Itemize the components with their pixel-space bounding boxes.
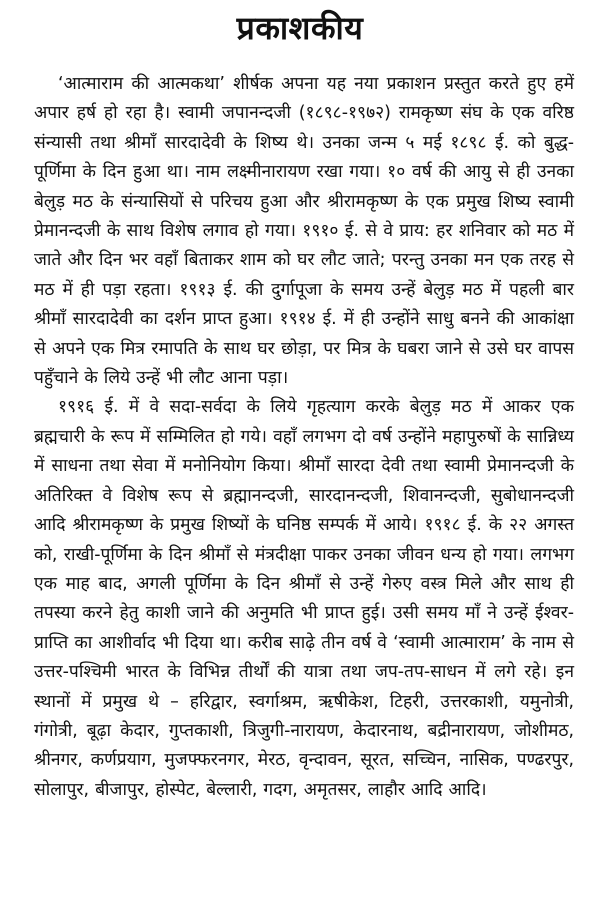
paragraph-1: ‘आत्माराम की आत्मकथा’ शीर्षक अपना यह नया प्रकाशन प्रस्तुत करते हुए हमें अपार हर्ष हो रहा है। स्वामी जपानन्दजी (१८९८-१९७२) रामकृष्ण संघ के एक वरिष्ठ संन्यासी तथा श्रीमाँ सारदादेवी के शिष्य थे। उनका जन्म ५ मई १८९८ ई. को बुद्ध-पूर्णिमा के दिन हुआ था। नाम लक्ष्मीनारायण रखा गया। १० वर्ष की आयु से ही उनका बेलुड़ मठ के संन्यासियों से परिचय हुआ और श्रीरामकृष्ण के एक प्रमुख शिष्य स्वामी प्रेमानन्दजी के साथ विशेष लगाव हो गया। १९१० ई. से वे प्राय: हर शनिवार को मठ में जाते और दिन भर वहाँ बिताकर शाम को घर लौट जाते; परन्तु उनका मन एक तरह से मठ में ही पड़ा रहता। १९१३ ई. की दुर्गापूजा के समय उन्हें बेलुड़ मठ में पहली बार श्रीमाँ सारदादेवी का दर्शन प्राप्त हुआ। १९१४ ई. में ही उन्होंने साधु बनने की आकांक्षा से अपने एक मित्र रमापति के साथ घर छोड़ा, पर मित्र के घबरा जाने से उसे घर वापस पहुँचाने के लिये उन्हें भी लौट आना पड़ा। bbox=[34, 74, 574, 389]
page-title: प्रकाशकीय bbox=[236, 9, 364, 47]
document-body bbox=[34, 70, 574, 805]
paragraph-2: १९१६ ई. में वे सदा-सर्वदा के लिये गृहत्याग करके बेलुड़ मठ में आकर एक ब्रह्मचारी के रूप में सम्मिलित हो गये। वहाँ लगभग दो वर्ष उन्होंने महापुरुषों के सान्निध्य में साधना तथा सेवा में मनोनियोग किया। श्रीमाँ सारदा देवी तथा स्वामी प्रेमानन्दजी के अतिरिक्त वे विशेष रूप से ब्रह्मानन्दजी, सारदानन्दजी, शिवानन्दजी, सुबोधानन्दजी आदि श्रीरामकृष्ण के प्रमुख शिष्यों के घनिष्ठ सम्पर्क में आये। १९१८ ई. के २२ अगस्त को, राखी-पूर्णिमा के दिन श्रीमाँ से मंत्रदीक्षा पाकर उनका जीवन धन्य हो गया। लगभग एक माह बाद, अगली पूर्णिमा के दिन श्रीमाँ से उन्हें गेरुए वस्त्र मिले और साथ ही तपस्या करने हेतु काशी जाने की अनुमति भी प्राप्त हुई। उसी समय माँ ने उन्हें ईश्वर-प्राप्ति का आशीर्वाद भी दिया था। करीब साढ़े तीन वर्ष वे ‘स्वामी आत्माराम’ के नाम से उत्तर-पश्चिमी भारत के विभिन्न तीर्थों की यात्रा तथा जप-तप-साधन में लगे रहे। इन स्थानों में प्रमुख थे – हरिद्वार, स्वर्गाश्रम, ऋषीकेश, टिहरी, उत्तरकाशी, यमुनोत्री, गंगोत्री, बूढ़ा केदार, गुप्तकाशी, त्रिजुगी-नारायण, केदारनाथ, बद्रीनारायण, जोशीमठ, श्रीनगर, कर्णप्रयाग, मुजफ्फरनगर, मेरठ, वृन्दावन, सूरत, सच्चिन, नासिक, पण्ढरपुर, सोलापुर, बीजापुर, होस्पेट, बेल्लारी, गदग, अमृतसर, लाहौर आदि आदि। bbox=[34, 397, 574, 800]
